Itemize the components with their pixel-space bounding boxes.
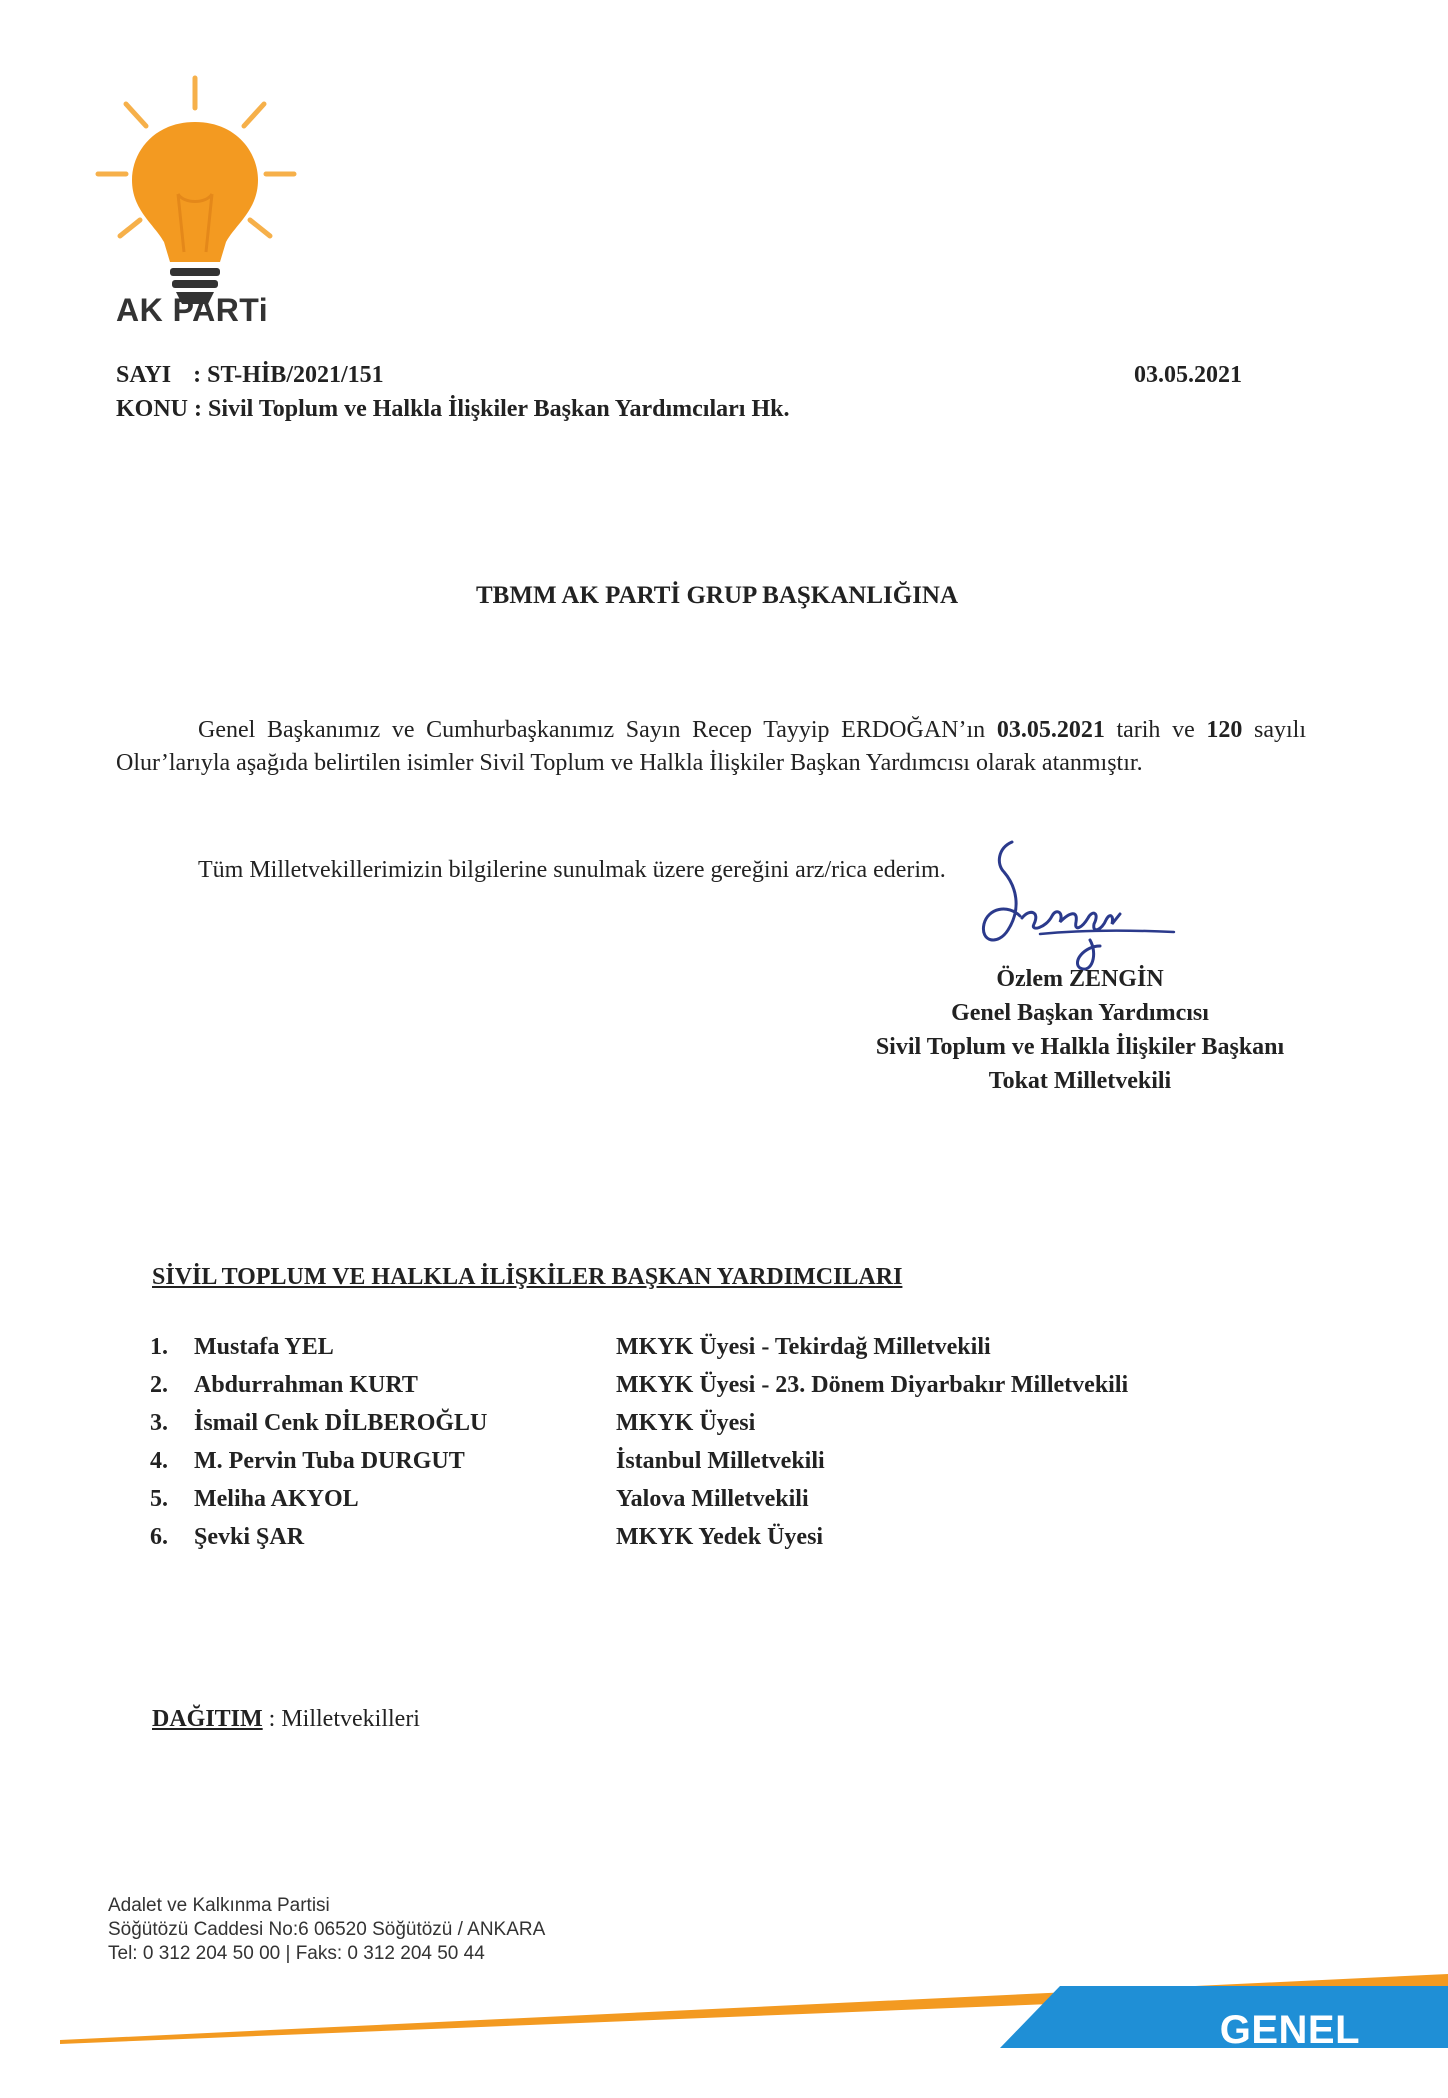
recipient-title: TBMM AK PARTİ GRUP BAŞKANLIĞINA	[476, 582, 959, 609]
list-item: 5. Meliha AKYOL Yalova Milletvekili	[150, 1486, 809, 1512]
konu-line: KONU : Sivil Toplum ve Halkla İlişkiler Başkan Yardımcıları Hk.	[116, 396, 790, 422]
footer-org: Adalet ve Kalkınma Partisi	[108, 1895, 330, 1916]
signer-title-1: Genel Başkan Yardımcısı	[951, 1000, 1209, 1026]
distribution-line	[152, 1706, 420, 1733]
distribution-label: DAĞITIM	[152, 1706, 263, 1732]
konu-label: KONU	[116, 396, 188, 422]
list-item: 6. Şevki ŞAR MKYK Yedek Üyesi	[150, 1524, 824, 1550]
signer-title-2: Sivil Toplum ve Halkla İlişkiler Başkanı	[875, 1034, 1285, 1060]
footer-address: Söğütözü Caddesi No:6 06520 Söğütözü / ANKARA	[108, 1919, 546, 1940]
list-item: 1. Mustafa YEL MKYK Üyesi - Tekirdağ Milletvekili	[150, 1334, 991, 1360]
body-paragraph-2: Tüm Milletvekillerimizin bilgilerine sunulmak üzere gereğini arz/rica ederim.	[198, 857, 946, 883]
list-item: 3. İsmail Cenk DİLBEROĞLU MKYK Üyesi	[150, 1410, 756, 1436]
signer-name: Özlem ZENGİN	[996, 966, 1164, 992]
order-number: 120	[1206, 717, 1243, 743]
distribution-value: : Milletvekilleri	[268, 1706, 420, 1732]
logo-text: AK PARTi	[116, 292, 269, 328]
sayi-label: SAYI	[116, 362, 172, 388]
footer-phone: Tel: 0 312 204 50 00 | Faks: 0 312 204 50 44	[108, 1943, 485, 1964]
sayi-value: ST-HİB/2021/151	[207, 362, 384, 388]
body-paragraph-1: Genel Başkanımız ve Cumhurbaşkanımız Sayın Recep Tayyip ERDOĞAN’ın 03.05.2021 tarih ve 120 sayılı Olur’larıyla aşağıda belirtilen isimler Sivil Toplum ve Halkla İlişkiler Başkan Yardımcısı olarak atanmıştır.	[116, 717, 1306, 776]
list-heading: SİVİL TOPLUM VE HALKLA İLİŞKİLER BAŞKAN YARDIMCILARI	[152, 1264, 903, 1290]
signer-title-3: Tokat Milletvekili	[988, 1068, 1172, 1094]
sayi-line: SAYI : ST-HİB/2021/151	[116, 362, 384, 388]
genel-merkez-label: GENEL MERKEZ	[1188, 2008, 1360, 2097]
konu-value: Sivil Toplum ve Halkla İlişkiler Başkan Yardımcıları Hk.	[208, 396, 790, 422]
list-item: 4. M. Pervin Tuba DURGUT İstanbul Milletvekili	[150, 1448, 825, 1474]
list-item: 2. Abdurrahman KURT MKYK Üyesi - 23. Dönem Diyarbakır Milletvekili	[150, 1372, 1129, 1398]
document-date: 03.05.2021	[1134, 362, 1242, 388]
light-bulb-icon	[132, 122, 258, 304]
order-date: 03.05.2021	[996, 717, 1105, 743]
